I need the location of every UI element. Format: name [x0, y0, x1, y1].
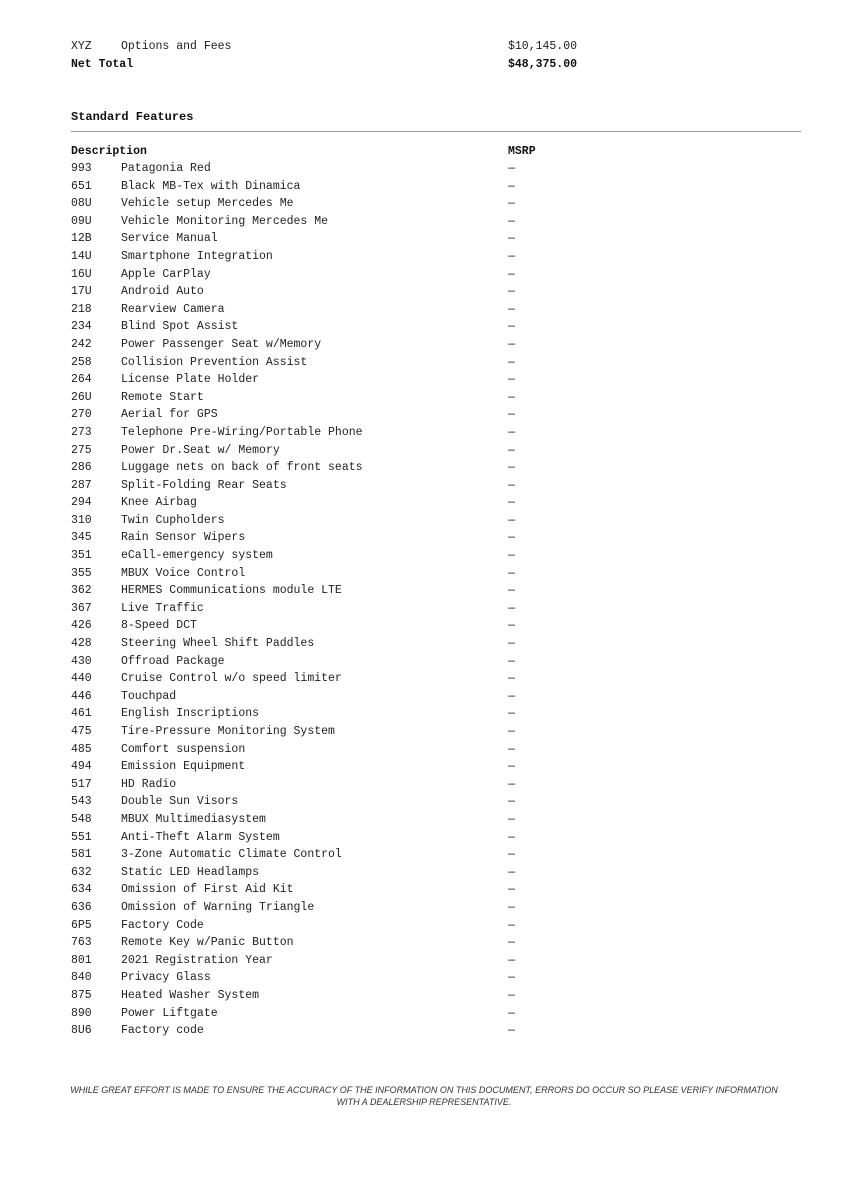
table-row — [71, 582, 571, 600]
table-row — [71, 424, 571, 442]
feature-description: Telephone Pre-Wiring/Portable Phone — [121, 425, 363, 439]
feature-description: Factory code — [121, 1024, 204, 1038]
table-row — [71, 917, 571, 935]
feature-description: Double Sun Visors — [121, 795, 239, 809]
feature-code: 6P5 — [71, 918, 92, 932]
feature-description: Power Liftgate — [121, 1006, 218, 1020]
table-row — [71, 829, 571, 847]
table-row — [71, 283, 571, 301]
feature-msrp: — — [508, 179, 515, 193]
feature-description: Aerial for GPS — [121, 408, 218, 422]
feature-msrp: — — [508, 408, 515, 422]
feature-msrp: — — [508, 461, 515, 475]
feature-code: 16U — [71, 267, 92, 281]
feature-description: Service Manual — [121, 232, 218, 246]
feature-msrp: — — [508, 531, 515, 545]
feature-msrp: — — [508, 355, 515, 369]
feature-description: Cruise Control w/o speed limiter — [121, 672, 342, 686]
feature-msrp: — — [508, 443, 515, 457]
feature-msrp: — — [508, 936, 515, 950]
table-row — [71, 705, 571, 723]
table-row — [71, 406, 571, 424]
table-row — [71, 688, 571, 706]
feature-code: 543 — [71, 795, 92, 809]
net-total-price: $48,375.00 — [508, 58, 578, 71]
table-row — [71, 230, 571, 248]
feature-description: Power Dr.Seat w/ Memory — [121, 443, 280, 457]
feature-description: 8-Speed DCT — [121, 619, 197, 633]
feature-description: Factory Code — [121, 918, 204, 932]
feature-code: 548 — [71, 812, 92, 826]
table-row — [71, 213, 571, 231]
feature-code: 875 — [71, 988, 92, 1002]
table-row — [71, 160, 571, 178]
table-row — [71, 529, 571, 547]
feature-code: 218 — [71, 302, 92, 316]
feature-description: Comfort suspension — [121, 742, 246, 756]
feature-description: Touchpad — [121, 689, 177, 703]
feature-code: 440 — [71, 672, 92, 686]
feature-msrp: — — [508, 197, 515, 211]
feature-code: 494 — [71, 760, 92, 774]
feature-msrp: — — [508, 830, 515, 844]
feature-msrp: — — [508, 918, 515, 932]
table-row — [71, 354, 571, 372]
feature-msrp: — — [508, 302, 515, 316]
table-row — [71, 969, 571, 987]
feature-msrp: — — [508, 390, 515, 404]
feature-description: English Inscriptions — [121, 707, 260, 721]
table-row — [71, 477, 571, 495]
header-msrp: MSRP — [508, 145, 536, 158]
feature-code: 475 — [71, 725, 92, 738]
feature-code: 581 — [71, 848, 92, 862]
feature-code: 517 — [71, 777, 92, 791]
feature-code: 8U6 — [71, 1024, 92, 1038]
feature-msrp: — — [508, 953, 515, 967]
feature-msrp: — — [508, 883, 515, 897]
feature-code: 234 — [71, 320, 92, 334]
feature-description: MBUX Multimediasystem — [121, 812, 266, 826]
table-row — [71, 248, 571, 266]
table-row — [71, 723, 571, 741]
feature-msrp: — — [508, 900, 515, 914]
feature-msrp: — — [508, 1006, 515, 1020]
feature-description: HD Radio — [121, 777, 177, 791]
disclaimer: WHILE GREAT EFFORT IS MADE TO ENSURE THE ACCURACY OF THE INFORMATION ON THIS DOCUMENT, ERRORS DO OCCUR SO PLEASE VERIFY INFORMATION WITH A DEALERSHIP REPRESENTATIVE. — [70, 1085, 778, 1107]
feature-msrp: — — [508, 478, 515, 492]
feature-description: Rearview Camera — [121, 302, 225, 316]
feature-code: 12B — [71, 232, 92, 246]
feature-msrp: — — [508, 742, 515, 756]
feature-msrp: — — [508, 285, 515, 299]
feature-code: 551 — [71, 830, 92, 844]
feature-code: 461 — [71, 707, 92, 721]
feature-msrp: — — [508, 232, 515, 246]
table-row — [71, 881, 571, 899]
feature-code: 367 — [71, 601, 92, 615]
feature-code: 286 — [71, 461, 92, 475]
feature-code: 351 — [71, 549, 92, 563]
feature-description: 2021 Registration Year — [121, 953, 273, 967]
feature-description: Apple CarPlay — [121, 267, 211, 281]
feature-description: Static LED Headlamps — [121, 865, 260, 879]
feature-code: 485 — [71, 742, 92, 756]
feature-description: Twin Cupholders — [121, 513, 225, 527]
feature-code: 446 — [71, 689, 92, 703]
table-row — [71, 1005, 571, 1023]
table-row — [71, 389, 571, 407]
table-row — [71, 301, 571, 319]
table-row — [71, 371, 571, 389]
feature-msrp: — — [508, 777, 515, 791]
feature-code: 242 — [71, 337, 92, 351]
table-row — [71, 653, 571, 671]
net-total-label: Net Total — [71, 58, 134, 71]
table-row — [71, 459, 571, 477]
table-row — [71, 617, 571, 635]
table-row — [71, 547, 571, 565]
feature-msrp: — — [508, 513, 515, 527]
feature-msrp: — — [508, 654, 515, 668]
table-row — [71, 987, 571, 1005]
feature-description: Blind Spot Assist — [121, 320, 239, 334]
feature-msrp: — — [508, 549, 515, 563]
feature-msrp: — — [508, 601, 515, 615]
feature-msrp: — — [508, 214, 515, 228]
feature-msrp: — — [508, 619, 515, 633]
table-row — [71, 635, 571, 653]
feature-code: 258 — [71, 355, 92, 369]
feature-code: 345 — [71, 531, 92, 545]
feature-msrp: — — [508, 267, 515, 281]
feature-code: 634 — [71, 883, 92, 897]
feature-description: Privacy Glass — [121, 971, 211, 985]
feature-description: Live Traffic — [121, 601, 204, 615]
feature-code: 17U — [71, 285, 92, 299]
feature-description: Luggage nets on back of front seats — [121, 461, 363, 475]
feature-description: Heated Washer System — [121, 988, 260, 1002]
table-row — [71, 494, 571, 512]
header-description: Description — [71, 145, 147, 158]
table-row — [71, 758, 571, 776]
section-title: Standard Features — [71, 110, 194, 124]
feature-description: eCall-emergency system — [121, 549, 273, 563]
feature-msrp: — — [508, 689, 515, 703]
feature-msrp: — — [508, 760, 515, 774]
feature-msrp: — — [508, 425, 515, 439]
feature-code: 273 — [71, 425, 92, 439]
feature-msrp: — — [508, 848, 515, 862]
table-row — [71, 512, 571, 530]
feature-description: Anti-Theft Alarm System — [121, 830, 280, 844]
feature-msrp: — — [508, 337, 515, 351]
table-row — [71, 776, 571, 794]
feature-description: Patagonia Red — [121, 162, 211, 175]
feature-description: Knee Airbag — [121, 496, 197, 510]
feature-code: 294 — [71, 496, 92, 510]
feature-msrp: — — [508, 672, 515, 686]
feature-description: Vehicle setup Mercedes Me — [121, 197, 294, 211]
feature-msrp: — — [508, 865, 515, 879]
feature-code: 636 — [71, 900, 92, 914]
table-row — [71, 266, 571, 284]
feature-msrp: — — [508, 249, 515, 263]
feature-code: 801 — [71, 953, 92, 967]
feature-msrp: — — [508, 812, 515, 826]
feature-code: 651 — [71, 179, 92, 193]
table-row — [71, 899, 571, 917]
table-row — [71, 952, 571, 970]
feature-description: Emission Equipment — [121, 760, 246, 774]
feature-description: Vehicle Monitoring Mercedes Me — [121, 214, 329, 228]
feature-code: 763 — [71, 936, 92, 950]
table-row — [71, 741, 571, 759]
feature-code: 426 — [71, 619, 92, 633]
features-table — [71, 160, 571, 1040]
feature-description: Rain Sensor Wipers — [121, 531, 246, 545]
feature-code: 26U — [71, 390, 92, 404]
feature-description: Remote Key w/Panic Button — [121, 936, 294, 950]
table-row — [71, 318, 571, 336]
table-row — [71, 793, 571, 811]
feature-msrp: — — [508, 584, 515, 598]
feature-description: Split-Folding Rear Seats — [121, 478, 287, 492]
feature-code: 355 — [71, 566, 92, 580]
options-code: XYZ — [71, 40, 92, 53]
feature-description: Omission of Warning Triangle — [121, 900, 315, 914]
feature-description: Offroad Package — [121, 654, 225, 668]
feature-msrp: — — [508, 320, 515, 334]
feature-msrp: — — [508, 496, 515, 510]
feature-code: 310 — [71, 513, 92, 527]
feature-code: 840 — [71, 971, 92, 985]
feature-code: 287 — [71, 478, 92, 492]
feature-description: 3-Zone Automatic Climate Control — [121, 848, 342, 862]
options-label: Options and Fees — [121, 40, 232, 53]
table-row — [71, 600, 571, 618]
feature-msrp: — — [508, 1024, 515, 1038]
feature-msrp: — — [508, 988, 515, 1002]
table-row — [71, 442, 571, 460]
feature-msrp: — — [508, 637, 515, 651]
feature-code: 270 — [71, 408, 92, 422]
feature-code: 632 — [71, 865, 92, 879]
feature-code: 08U — [71, 197, 92, 211]
feature-description: Omission of First Aid Kit — [121, 883, 294, 897]
feature-description: Collision Prevention Assist — [121, 355, 308, 369]
table-row — [71, 670, 571, 688]
feature-description: Black MB-Tex with Dinamica — [121, 179, 301, 193]
feature-code: 14U — [71, 249, 92, 263]
feature-msrp: — — [508, 795, 515, 809]
feature-code: 264 — [71, 373, 92, 387]
feature-code: 993 — [71, 162, 92, 175]
feature-description: Android Auto — [121, 285, 204, 299]
feature-code: 890 — [71, 1006, 92, 1020]
table-row — [71, 934, 571, 952]
feature-description: License Plate Holder — [121, 373, 260, 387]
feature-description: Remote Start — [121, 390, 204, 404]
feature-msrp: — — [508, 162, 515, 175]
options-price: $10,145.00 — [508, 40, 578, 53]
table-row — [71, 1022, 571, 1040]
feature-code: 428 — [71, 637, 92, 651]
feature-description: Smartphone Integration — [121, 249, 273, 263]
table-row — [71, 178, 571, 196]
table-row — [71, 811, 571, 829]
table-row — [71, 195, 571, 213]
table-row — [71, 565, 571, 583]
feature-msrp: — — [508, 373, 515, 387]
feature-code: 275 — [71, 443, 92, 457]
table-row — [71, 846, 571, 864]
feature-msrp: — — [508, 707, 515, 721]
feature-code: 09U — [71, 214, 92, 228]
feature-msrp: — — [508, 725, 515, 738]
table-row — [71, 336, 571, 354]
feature-description: Power Passenger Seat w/Memory — [121, 337, 322, 351]
feature-msrp: — — [508, 971, 515, 985]
table-row — [71, 864, 571, 882]
feature-code: 430 — [71, 654, 92, 668]
feature-code: 362 — [71, 584, 92, 598]
feature-description: MBUX Voice Control — [121, 566, 246, 580]
feature-msrp: — — [508, 566, 515, 580]
feature-description: Steering Wheel Shift Paddles — [121, 637, 315, 651]
feature-description: HERMES Communications module LTE — [121, 584, 342, 598]
section-divider — [71, 131, 801, 132]
feature-description: Tire-Pressure Monitoring System — [121, 725, 335, 738]
